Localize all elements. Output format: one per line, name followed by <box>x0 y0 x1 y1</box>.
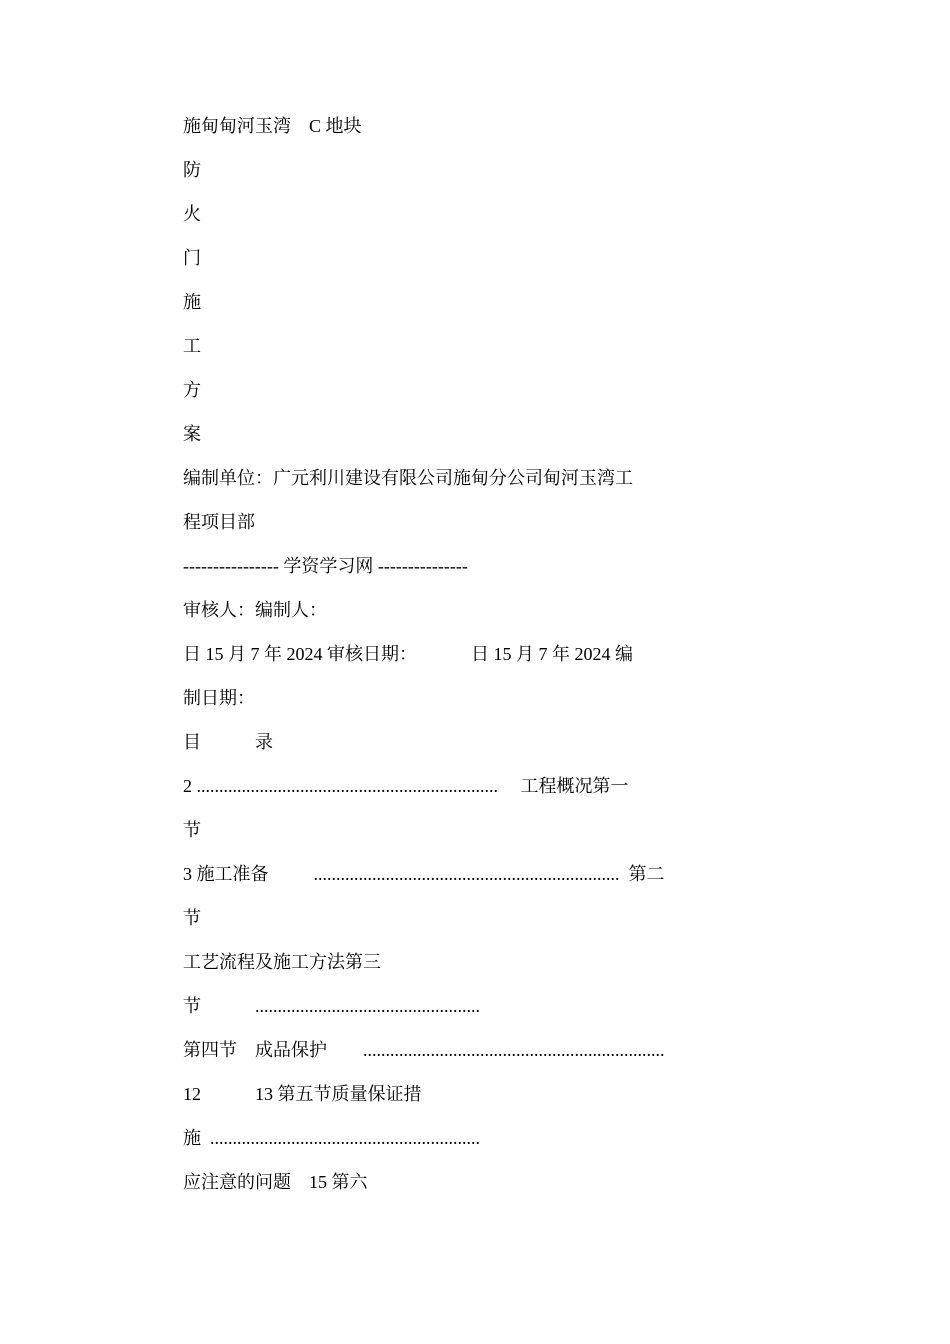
toc-entry-5: 12 13 第五节质量保证措 <box>183 1084 422 1104</box>
title-char-shi: 施 <box>183 292 201 312</box>
dates-line-continued: 制日期： <box>183 688 255 708</box>
toc-entry-1-continued: 节 <box>183 820 201 840</box>
title-char-gong: 工 <box>183 336 201 356</box>
title-char-fang2: 方 <box>183 380 201 400</box>
toc-entry-3-continued: 节 .................................................. <box>183 996 480 1016</box>
toc-entry-1: 2 ................................................................... 工程概况第一 <box>183 776 629 796</box>
title-char-an: 案 <box>183 424 201 444</box>
compiling-unit-continued: 程项目部 <box>183 512 255 532</box>
toc-entry-2: 3 施工准备 .................................................................... 第二 <box>183 864 665 884</box>
toc-heading: 目 录 <box>183 732 273 752</box>
toc-entry-3: 工艺流程及施工方法第三 <box>183 952 381 972</box>
toc-entry-4: 第四节 成品保护 ................................................................... <box>183 1040 665 1060</box>
doc-title-line: 施甸甸河玉湾 C 地块 <box>183 116 362 136</box>
reviewer-compiler-line: 审核人：编制人： <box>183 600 327 620</box>
dates-line: 日 15 月 7 年 2024 审核日期： 日 15 月 7 年 2024 编 <box>183 644 633 664</box>
watermark-divider: ---------------- 学资学习网 --------------- <box>183 556 468 576</box>
toc-entry-6: 应注意的问题 15 第六 <box>183 1172 368 1192</box>
compiling-unit-line: 编制单位：广元利川建设有限公司施甸分公司甸河玉湾工 <box>183 468 633 488</box>
title-char-men: 门 <box>183 248 201 268</box>
toc-entry-5-continued: 施 ............................................................ <box>183 1128 480 1148</box>
title-char-fang: 防 <box>183 160 201 180</box>
title-char-huo: 火 <box>183 204 201 224</box>
toc-entry-2-continued: 节 <box>183 908 201 928</box>
